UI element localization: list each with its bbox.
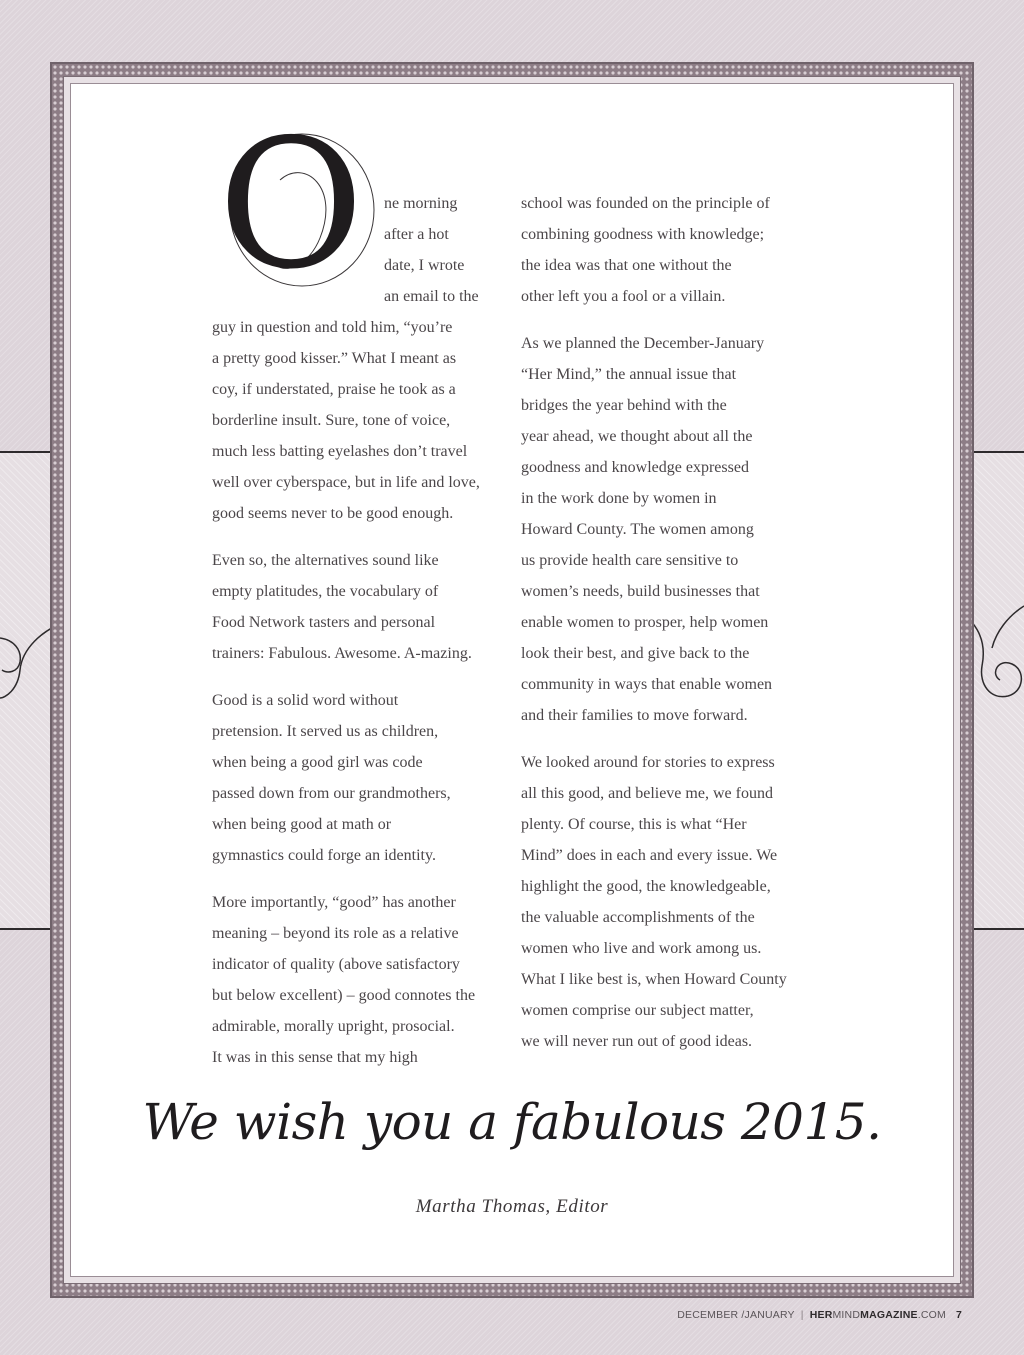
text-line: all this good, and believe me, we found (521, 785, 773, 802)
text-line: when being a good girl was code (212, 754, 423, 771)
text-line: date, I wrote (384, 257, 465, 274)
right-paragraph-2 (521, 328, 821, 731)
footer-site-her: HER (809, 1309, 833, 1321)
text-line: Howard County. The women among (521, 521, 754, 538)
left-column (212, 188, 512, 1089)
text-line: goodness and knowledge expressed (521, 459, 749, 476)
text-line: ne morning (384, 195, 458, 212)
footer-site-suffix: .COM (917, 1309, 946, 1321)
text-line: meaning – beyond its role as a relative (212, 925, 459, 942)
text-line: Food Network tasters and personal (212, 614, 436, 631)
text-line: the valuable accomplishments of the (521, 909, 755, 926)
text-line: bridges the year behind with the (521, 397, 727, 414)
left-paragraph-2 (212, 545, 512, 669)
text-line: guy in question and told him, “you’re (212, 319, 453, 336)
text-line: borderline insult. Sure, tone of voice, (212, 412, 451, 429)
footer-issue: DECEMBER /JANUARY (677, 1309, 795, 1321)
dropcap-letter: O (218, 101, 364, 308)
text-line: good seems never to be good enough. (212, 505, 454, 522)
text-line: Good is a solid word without (212, 692, 399, 709)
text-line: we will never run out of good ideas. (521, 1033, 753, 1050)
text-line: women comprise our subject matter, (521, 1002, 754, 1019)
text-line: much less batting eyelashes don’t travel (212, 443, 468, 460)
text-line: community in ways that enable women (521, 676, 773, 693)
text-line: but below excellent) – good connotes the (212, 987, 476, 1004)
text-line: trainers: Fabulous. Awesome. A-mazing. (212, 645, 472, 662)
text-line: It was in this sense that my high (212, 1049, 418, 1066)
text-line: after a hot (384, 226, 449, 243)
text-line: admirable, morally upright, prosocial. (212, 1018, 455, 1035)
text-line: gymnastics could forge an identity. (212, 847, 436, 864)
footer-site-mind: MIND (832, 1309, 861, 1321)
page-footer (677, 1309, 962, 1321)
text-line: plenty. Of course, this is what “Her (521, 816, 747, 833)
text-line: highlight the good, the knowledgeable, (521, 878, 771, 895)
text-line: when being good at math or (212, 816, 392, 833)
text-line: year ahead, we thought about all the (521, 428, 753, 445)
footer-separator: | (800, 1309, 804, 1321)
text-line: other left you a fool or a villain. (521, 288, 726, 305)
text-line: and their families to move forward. (521, 707, 748, 724)
text-line: pretension. It served us as children, (212, 723, 439, 740)
text-line: As we planned the December-January (521, 335, 765, 352)
text-line: look their best, and give back to the (521, 645, 750, 662)
text-line: empty platitudes, the vocabulary of (212, 583, 439, 600)
text-line: More importantly, “good” has another (212, 894, 456, 911)
text-line: passed down from our grandmothers, (212, 785, 451, 802)
text-line: women who live and work among us. (521, 940, 762, 957)
text-line: enable women to prosper, help women (521, 614, 769, 631)
left-paragraph-3 (212, 685, 512, 871)
text-line: “Her Mind,” the annual issue that (521, 366, 737, 383)
footer-site-magazine: MAGAZINE (860, 1309, 918, 1321)
editor-signature: Martha Thomas, Editor (415, 1196, 609, 1217)
text-line: us provide health care sensitive to (521, 552, 739, 569)
left-paragraph-1 (212, 188, 512, 529)
right-paragraph-3 (521, 747, 821, 1057)
text-line: What I like best is, when Howard County (521, 971, 787, 988)
text-line: in the work done by women in (521, 490, 717, 507)
text-line: women’s needs, build businesses that (521, 583, 760, 600)
text-line: the idea was that one without the (521, 257, 732, 274)
text-line: a pretty good kisser.” What I meant as (212, 350, 457, 367)
text-line: coy, if understated, praise he took as a (212, 381, 456, 398)
left-paragraph-4 (212, 887, 512, 1073)
text-line: school was founded on the principle of (521, 195, 770, 212)
text-line: indicator of quality (above satisfactory (212, 956, 460, 973)
text-line: well over cyberspace, but in life and love, (212, 474, 480, 491)
right-column (521, 188, 821, 1073)
text-line: combining goodness with knowledge; (521, 226, 765, 243)
text-line: We looked around for stories to express (521, 754, 775, 771)
right-paragraph-1 (521, 188, 821, 312)
text-line: Mind” does in each and every issue. We (521, 847, 778, 864)
closing-wish-headline: We wish you a fabulous 2015. (142, 1093, 882, 1151)
page-number: 7 (955, 1309, 962, 1321)
text-line: Even so, the alternatives sound like (212, 552, 439, 569)
text-line: an email to the (384, 288, 479, 305)
